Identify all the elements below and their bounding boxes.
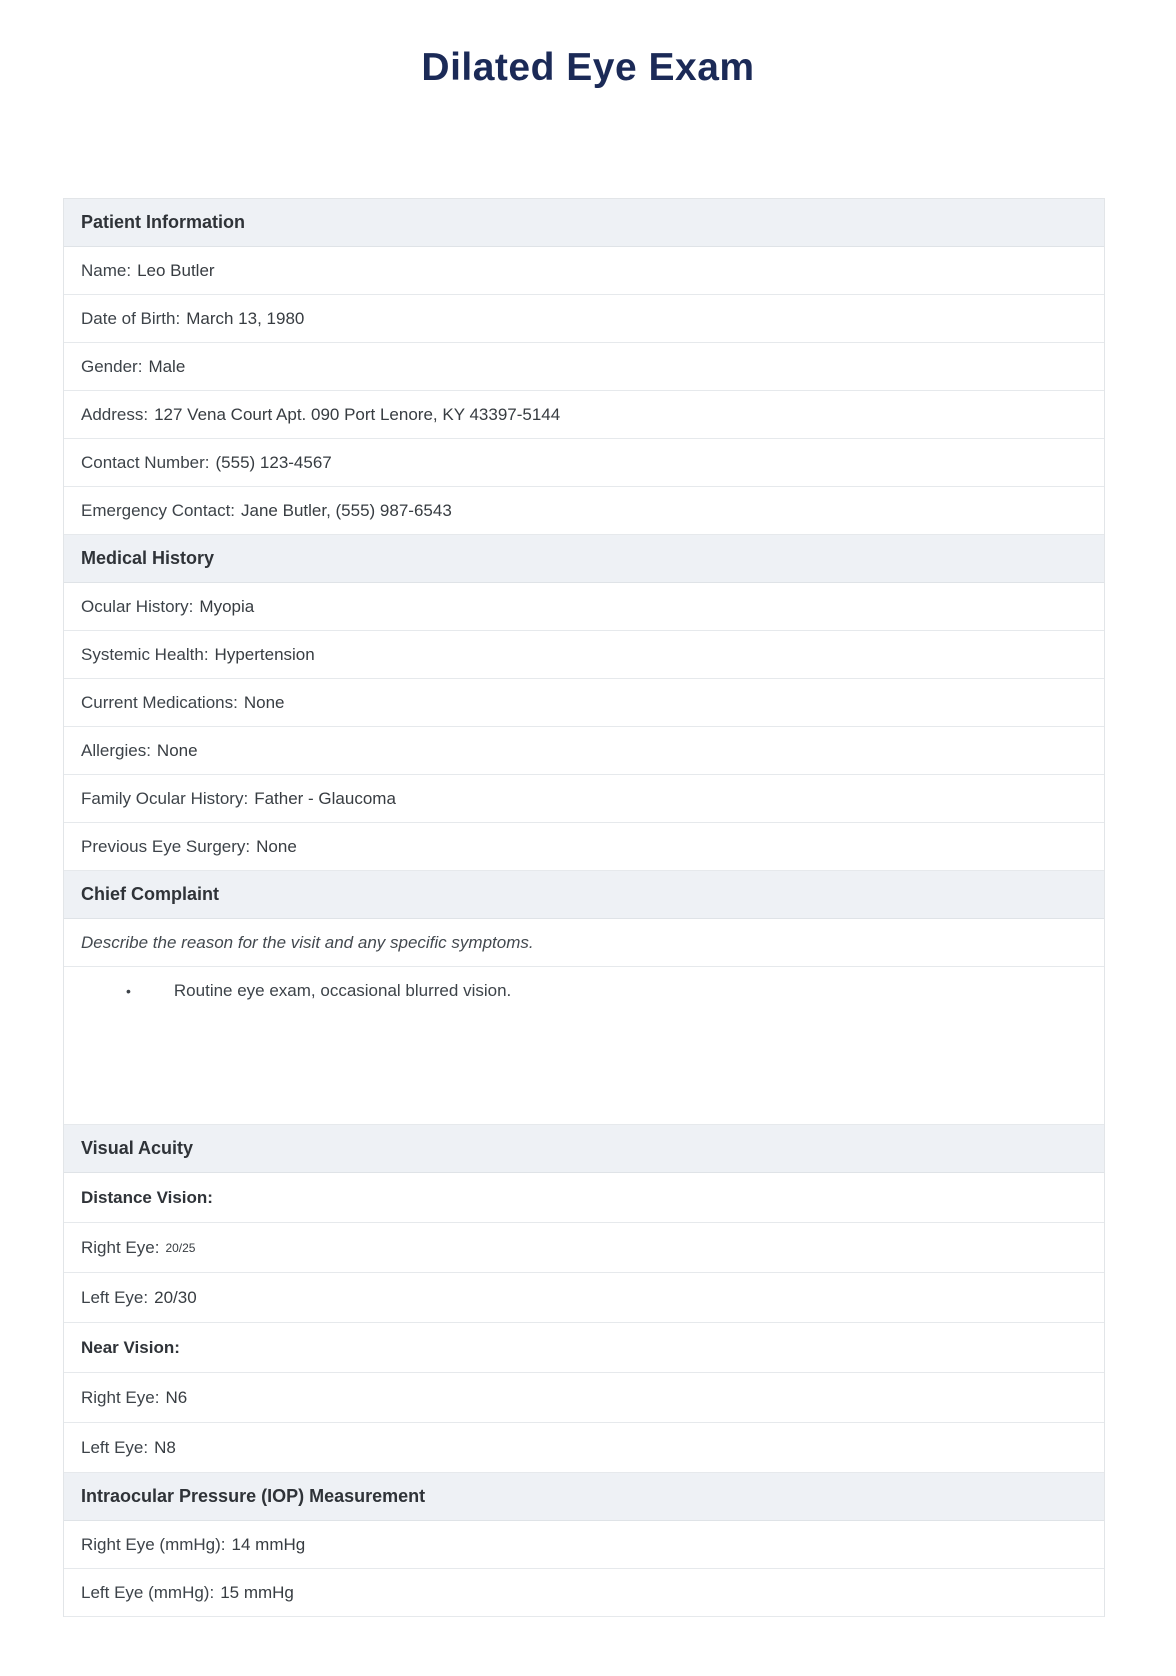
- field-label: Right Eye:: [81, 1237, 160, 1257]
- field-value: 127 Vena Court Apt. 090 Port Lenore, KY 43397-5144: [154, 404, 561, 424]
- field-value: 20/30: [154, 1287, 197, 1307]
- section-header-iop-measurement: Intraocular Pressure (IOP) Measurement: [64, 1473, 1104, 1521]
- exam-form-table: [63, 198, 1105, 1617]
- section-header-chief-complaint: Chief Complaint: [64, 871, 1104, 919]
- field-label: Gender:: [81, 356, 143, 376]
- near-vision-subheading: [64, 1323, 1104, 1373]
- field-label: Emergency Contact:: [81, 500, 236, 520]
- field-value: Leo Butler: [137, 260, 215, 280]
- field-label: Previous Eye Surgery:: [81, 836, 251, 856]
- table-row-distance-right-eye: [64, 1223, 1104, 1273]
- table-row-near-right-eye: [64, 1373, 1104, 1423]
- field-label: Left Eye:: [81, 1437, 149, 1457]
- chief-complaint-entry: [64, 967, 1104, 1125]
- table-row-date-of-birth: [64, 295, 1104, 343]
- field-value: None: [256, 836, 297, 856]
- field-value-superscript: 20/25: [165, 1240, 196, 1255]
- section-header-visual-acuity: Visual Acuity: [64, 1125, 1104, 1173]
- field-label: Date of Birth:: [81, 308, 181, 328]
- section-header-medical-history: Medical History: [64, 535, 1104, 583]
- bullet-icon: •: [126, 983, 131, 999]
- field-label: Right Eye (mmHg):: [81, 1534, 226, 1554]
- distance-vision-subheading: [64, 1173, 1104, 1223]
- field-label: Current Medications:: [81, 692, 238, 712]
- table-row-ocular-history: [64, 583, 1104, 631]
- field-label: Allergies:: [81, 740, 151, 760]
- field-value: None: [156, 740, 198, 760]
- table-row-previous-eye-surgery: [64, 823, 1104, 871]
- field-label: Right Eye:: [81, 1387, 160, 1407]
- field-value: N8: [154, 1437, 176, 1457]
- field-value: Male: [148, 356, 186, 376]
- document-page: [0, 46, 1176, 1676]
- subheading-label: Distance Vision:: [81, 1187, 213, 1207]
- section-header-patient-information: Patient Information: [64, 199, 1104, 247]
- field-value: Jane Butler, (555) 987-6543: [241, 500, 452, 520]
- field-value: March 13, 1980: [186, 308, 305, 328]
- field-value: Father - Glaucoma: [254, 788, 396, 808]
- table-row-gender: [64, 343, 1104, 391]
- field-label: Left Eye (mmHg):: [81, 1582, 215, 1602]
- table-row-current-medications: [64, 679, 1104, 727]
- chief-complaint-instruction: [64, 919, 1104, 967]
- field-value: None: [243, 692, 285, 712]
- table-row-emergency-contact: [64, 487, 1104, 535]
- table-row-systemic-health: [64, 631, 1104, 679]
- field-value: Hypertension: [214, 644, 315, 664]
- field-value: 15 mmHg: [220, 1582, 294, 1602]
- field-label: Name:: [81, 260, 132, 280]
- subheading-label: Near Vision:: [81, 1337, 180, 1357]
- chief-complaint-text: Routine eye exam, occasional blurred vision.: [173, 981, 512, 1000]
- field-label: Contact Number:: [81, 452, 210, 472]
- field-value: (555) 123-4567: [215, 452, 332, 472]
- field-value: N6: [165, 1387, 188, 1407]
- table-row-allergies: [64, 727, 1104, 775]
- field-label: Systemic Health:: [81, 644, 209, 664]
- table-row-address: [64, 391, 1104, 439]
- field-label: Left Eye:: [81, 1287, 149, 1307]
- table-row-name: [64, 247, 1104, 295]
- page-title: Dilated Eye Exam: [421, 46, 755, 89]
- table-row-contact-number: [64, 439, 1104, 487]
- field-value: Myopia: [199, 596, 255, 616]
- instruction-text: Describe the reason for the visit and any specific symptoms.: [81, 932, 534, 952]
- field-label: Address:: [81, 404, 149, 424]
- table-row-iop-right-eye: [64, 1521, 1104, 1569]
- field-label: Ocular History:: [81, 596, 194, 616]
- table-row-family-ocular-history: [64, 775, 1104, 823]
- field-label: Family Ocular History:: [81, 788, 249, 808]
- table-row-iop-left-eye: [64, 1569, 1104, 1617]
- table-row-distance-left-eye: [64, 1273, 1104, 1323]
- field-value: 14 mmHg: [231, 1534, 306, 1554]
- table-row-near-left-eye: [64, 1423, 1104, 1473]
